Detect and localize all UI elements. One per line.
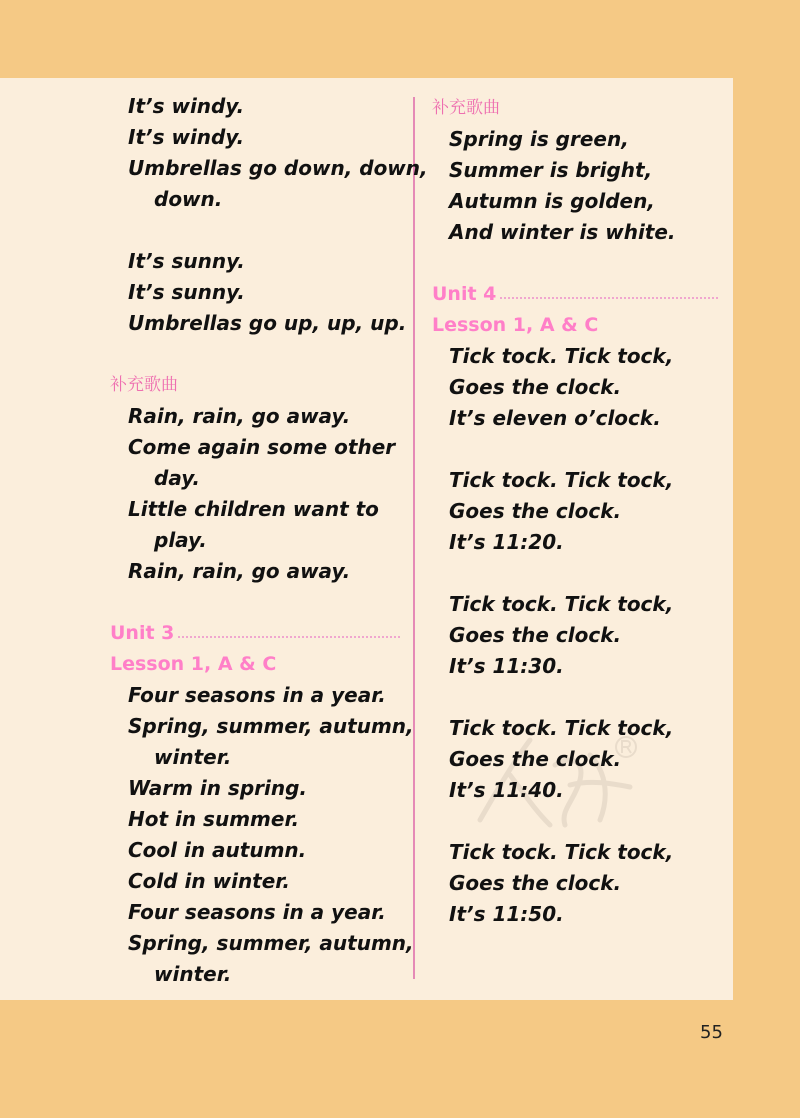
verse-line: Little children want to [128,497,379,521]
verse-line: It’s windy. [128,94,245,118]
unit-heading [0,618,405,649]
verse-line: Cool in autumn. [128,838,307,862]
verse-line: Goes the clock. [449,499,622,523]
verse-line: It’s sunny. [128,280,245,304]
verse-line: And winter is white. [449,220,676,244]
verse-line: It’s windy. [128,125,245,149]
verse-line: Rain, rain, go away. [128,559,351,583]
unit-title: Unit 4 [432,283,497,305]
lesson-heading: Lesson 1, A & C [110,653,277,675]
unit-heading [430,279,730,310]
verse-line: Tick tock. Tick tock, [449,840,674,864]
verse-line: Umbrellas go down, down, [128,156,428,180]
verse-line: It’s 11:40. [449,778,564,802]
verse-line: Goes the clock. [449,375,622,399]
verse-line: Autumn is golden, [449,189,655,213]
supplement-song-label: 补充歌曲 [110,375,178,395]
verse-line: It’s 11:30. [449,654,564,678]
verse-line-continued: day. [154,466,200,490]
verse-line: Tick tock. Tick tock, [449,468,674,492]
verse-line-continued: play. [154,528,207,552]
page-number: 55 [700,1022,723,1043]
verse-line: It’s eleven o’clock. [449,406,661,430]
verse-line: Spring, summer, autumn, [128,714,414,738]
verse-line: It’s 11:20. [449,530,564,554]
verse-line: Hot in summer. [128,807,300,831]
verse-line: Cold in winter. [128,869,290,893]
verse-line: Come again some other [128,435,396,459]
verse-line-continued: down. [154,187,223,211]
verse-line: Rain, rain, go away. [128,404,351,428]
verse-line: Tick tock. Tick tock, [449,716,674,740]
verse-line-continued: winter. [154,745,232,769]
verse-line-continued: winter. [154,962,232,986]
left-column [0,91,428,990]
verse-line: Tick tock. Tick tock, [449,592,674,616]
verse-line: Goes the clock. [449,623,622,647]
verse-line: Goes the clock. [449,747,622,771]
verse-line: Spring is green, [449,127,629,151]
verse-line: Spring, summer, autumn, [128,931,414,955]
verse-line: Four seasons in a year. [128,683,386,707]
verse-line: It’s sunny. [128,249,245,273]
dotted-rule [178,636,400,638]
verse-line: Umbrellas go up, up, up. [128,311,407,335]
verse-line: Four seasons in a year. [128,900,386,924]
verse-line: Summer is bright, [449,158,653,182]
right-column [430,93,730,930]
verse-line: Tick tock. Tick tock, [449,344,674,368]
column-divider [413,97,415,979]
dotted-rule [500,297,718,299]
lesson-heading: Lesson 1, A & C [432,314,599,336]
verse-line: Warm in spring. [128,776,308,800]
verse-line: Goes the clock. [449,871,622,895]
supplement-song-label: 补充歌曲 [432,98,500,118]
verse-line: It’s 11:50. [449,902,564,926]
unit-title: Unit 3 [110,622,175,644]
